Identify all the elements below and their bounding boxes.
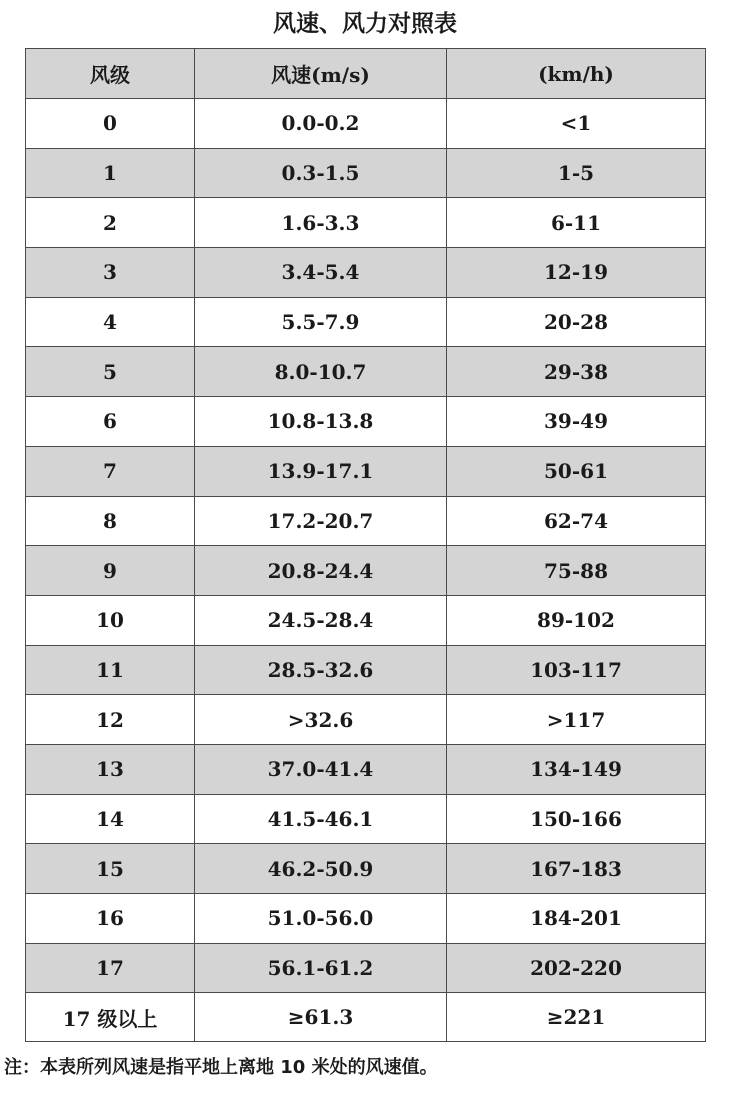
cell-ms: 5.5-7.9: [195, 297, 447, 347]
cell-level: 4: [26, 297, 195, 347]
cell-ms: 3.4-5.4: [195, 248, 447, 298]
cell-kmh: >117: [447, 695, 706, 745]
cell-level: 12: [26, 695, 195, 745]
cell-ms: >32.6: [195, 695, 447, 745]
table-row: [26, 248, 706, 298]
cell-ms: 37.0-41.4: [195, 744, 447, 794]
table-row: [26, 844, 706, 894]
cell-kmh: 167-183: [447, 844, 706, 894]
table-row: [26, 943, 706, 993]
cell-level: 3: [26, 248, 195, 298]
cell-level: 2: [26, 198, 195, 248]
cell-ms: 0.0-0.2: [195, 99, 447, 149]
cell-level: 1: [26, 148, 195, 198]
cell-kmh: 184-201: [447, 894, 706, 944]
cell-level: 11: [26, 645, 195, 695]
cell-level: 14: [26, 794, 195, 844]
cell-ms: 46.2-50.9: [195, 844, 447, 894]
footnote: 注：本表所列风速是指平地上离地 10 米处的风速值。: [4, 1057, 438, 1078]
cell-ms: 13.9-17.1: [195, 446, 447, 496]
table-row: [26, 695, 706, 745]
cell-kmh: <1: [447, 99, 706, 149]
table-row: [26, 496, 706, 546]
table-row: [26, 645, 706, 695]
cell-ms: 1.6-3.3: [195, 198, 447, 248]
page-title: 风速、风力对照表: [273, 11, 457, 37]
cell-level: 17: [26, 943, 195, 993]
table-row: [26, 446, 706, 496]
cell-level: 10: [26, 595, 195, 645]
cell-level: 17 级以上: [26, 993, 195, 1042]
cell-ms: 17.2-20.7: [195, 496, 447, 546]
cell-level: 0: [26, 99, 195, 149]
table-row: [26, 794, 706, 844]
cell-level: 5: [26, 347, 195, 397]
cell-level: 15: [26, 844, 195, 894]
cell-kmh: 202-220: [447, 943, 706, 993]
header-wind-speed-kmh: (km/h): [447, 49, 706, 99]
wind-scale-table: [25, 48, 706, 1042]
cell-ms: 28.5-32.6: [195, 645, 447, 695]
table-row: [26, 347, 706, 397]
header-wind-level: 风级: [26, 49, 195, 99]
cell-kmh: 39-49: [447, 397, 706, 447]
cell-kmh: 6-11: [447, 198, 706, 248]
cell-kmh: 50-61: [447, 446, 706, 496]
cell-ms: ≥61.3: [195, 993, 447, 1042]
cell-level: 9: [26, 546, 195, 596]
table-row: [26, 595, 706, 645]
table-row: [26, 148, 706, 198]
cell-ms: 56.1-61.2: [195, 943, 447, 993]
cell-ms: 41.5-46.1: [195, 794, 447, 844]
table-header-row: [26, 49, 706, 99]
cell-level: 8: [26, 496, 195, 546]
cell-level: 7: [26, 446, 195, 496]
cell-kmh: 29-38: [447, 347, 706, 397]
cell-ms: 8.0-10.7: [195, 347, 447, 397]
table-row: [26, 99, 706, 149]
cell-kmh: 20-28: [447, 297, 706, 347]
cell-kmh: ≥221: [447, 993, 706, 1042]
table-row: [26, 297, 706, 347]
cell-kmh: 150-166: [447, 794, 706, 844]
cell-kmh: 75-88: [447, 546, 706, 596]
cell-level: 13: [26, 744, 195, 794]
table-row: [26, 894, 706, 944]
cell-level: 6: [26, 397, 195, 447]
cell-kmh: 1-5: [447, 148, 706, 198]
table-row: [26, 744, 706, 794]
cell-kmh: 134-149: [447, 744, 706, 794]
cell-kmh: 12-19: [447, 248, 706, 298]
cell-ms: 51.0-56.0: [195, 894, 447, 944]
table-row: [26, 546, 706, 596]
table-row: [26, 198, 706, 248]
cell-kmh: 103-117: [447, 645, 706, 695]
cell-ms: 20.8-24.4: [195, 546, 447, 596]
cell-kmh: 89-102: [447, 595, 706, 645]
cell-ms: 24.5-28.4: [195, 595, 447, 645]
table-row: [26, 993, 706, 1042]
cell-ms: 10.8-13.8: [195, 397, 447, 447]
cell-ms: 0.3-1.5: [195, 148, 447, 198]
cell-level: 16: [26, 894, 195, 944]
header-wind-speed-ms: 风速(m/s): [195, 49, 447, 99]
table-row: [26, 397, 706, 447]
cell-kmh: 62-74: [447, 496, 706, 546]
